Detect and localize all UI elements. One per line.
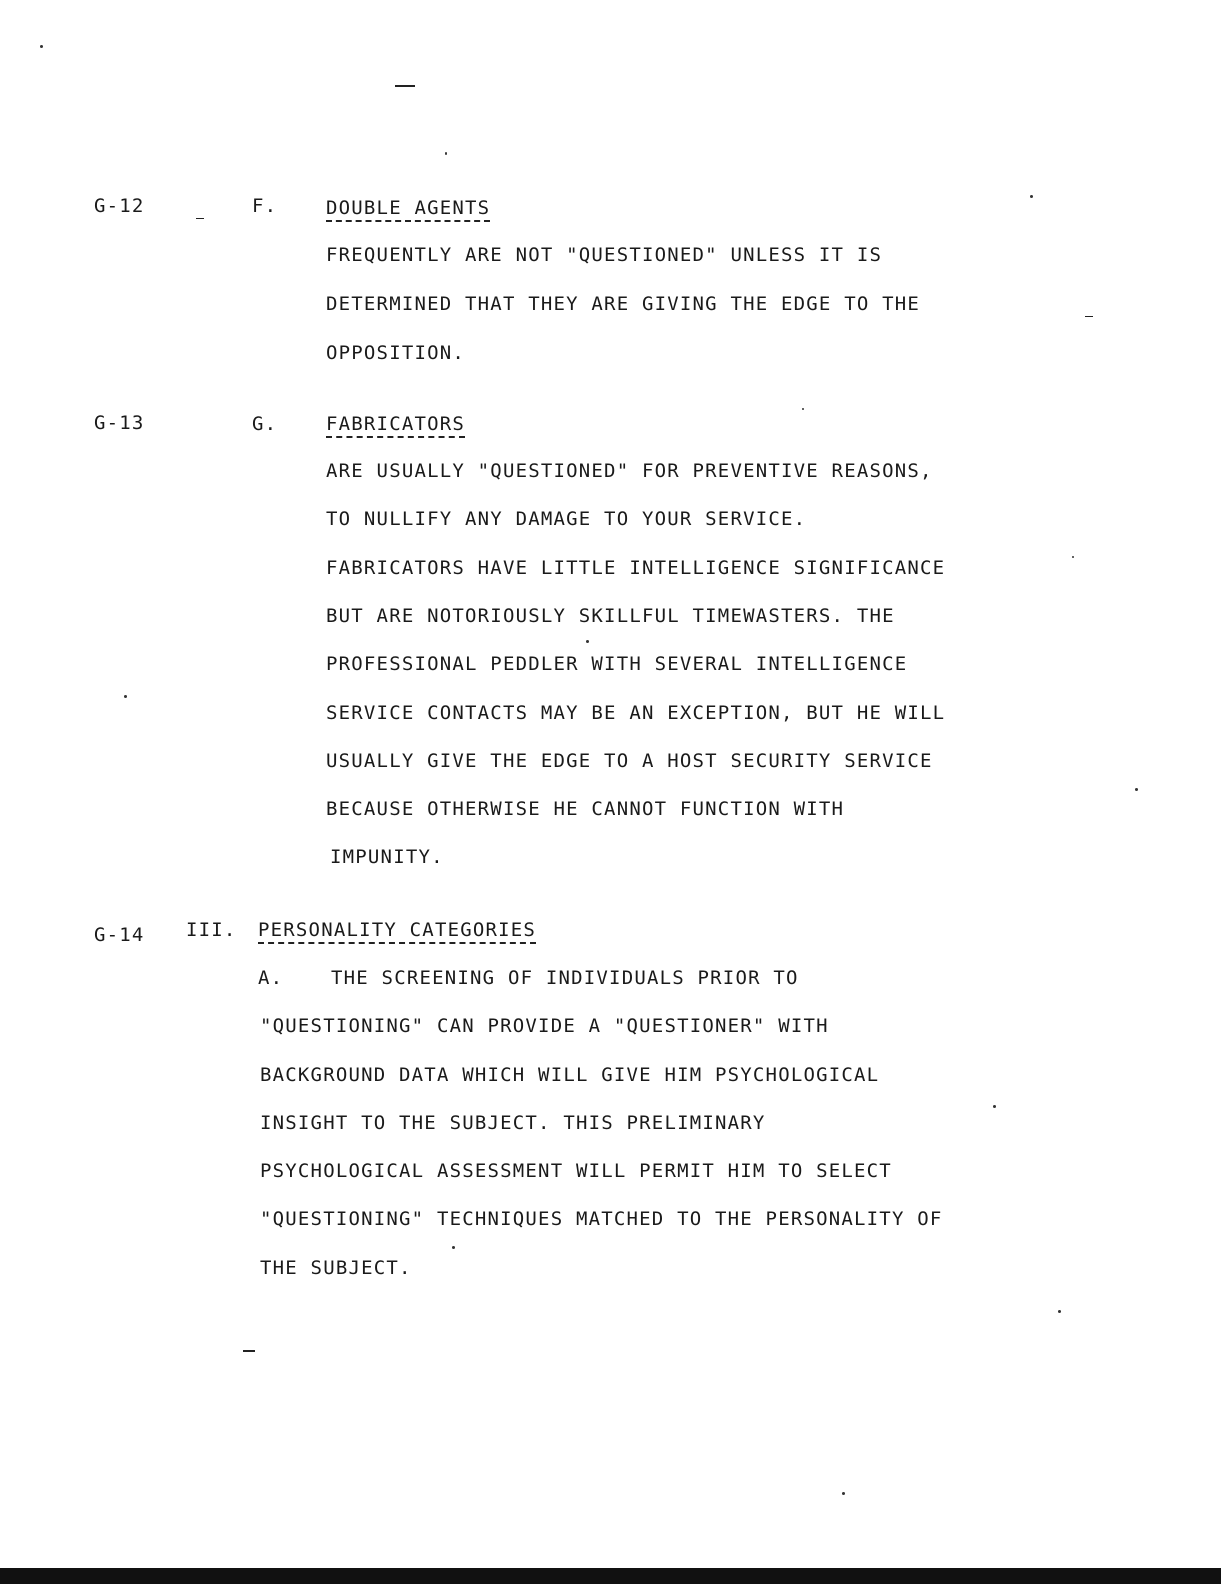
scan-mark (196, 218, 204, 219)
scan-speck (1072, 556, 1074, 558)
body-line: "QUESTIONING" TECHNIQUES MATCHED TO THE PERSONALITY OF (260, 1208, 943, 1230)
body-line: BUT ARE NOTORIOUSLY SKILLFUL TIMEWASTERS. THE (326, 605, 895, 627)
body-line: PROFESSIONAL PEDDLER WITH SEVERAL INTELLIGENCE (326, 653, 908, 675)
body-line: USUALLY GIVE THE EDGE TO A HOST SECURITY SERVICE (326, 750, 933, 772)
scan-speck (1135, 788, 1138, 791)
body-line: "QUESTIONING" CAN PROVIDE A "QUESTIONER" WITH (260, 1015, 829, 1037)
section-letter: III. (186, 919, 237, 941)
body-line: THE SUBJECT. (260, 1257, 412, 1279)
section-code: G-13 (94, 412, 145, 434)
scan-speck (993, 1105, 996, 1108)
scan-speck (586, 640, 589, 643)
scan-speck (445, 152, 447, 155)
body-line: FREQUENTLY ARE NOT "QUESTIONED" UNLESS IT IS (326, 244, 883, 266)
body-line: TO NULLIFY ANY DAMAGE TO YOUR SERVICE. (326, 508, 807, 530)
body-line: SERVICE CONTACTS MAY BE AN EXCEPTION, BUT HE WILL (326, 702, 946, 724)
section-letter: F. (252, 195, 278, 217)
body-line: PSYCHOLOGICAL ASSESSMENT WILL PERMIT HIM TO SELECT (260, 1160, 892, 1182)
scan-mark (1085, 316, 1093, 317)
section-code: G-14 (94, 924, 145, 946)
section-heading: DOUBLE AGENTS (326, 197, 490, 222)
section-letter: G. (252, 413, 278, 435)
body-line: ARE USUALLY "QUESTIONED" FOR PREVENTIVE REASONS, (326, 460, 933, 482)
scan-mark (395, 85, 415, 87)
body-line: INSIGHT TO THE SUBJECT. THIS PRELIMINARY (260, 1112, 766, 1134)
body-line: IMPUNITY. (330, 846, 444, 868)
body-line: BECAUSE OTHERWISE HE CANNOT FUNCTION WITH (326, 798, 845, 820)
sub-letter: A. (258, 967, 284, 989)
body-line: THE SCREENING OF INDIVIDUALS PRIOR TO (331, 967, 799, 989)
scan-speck (802, 408, 804, 410)
body-line: BACKGROUND DATA WHICH WILL GIVE HIM PSYCHOLOGICAL (260, 1064, 880, 1086)
section-code: G-12 (94, 195, 145, 217)
scan-border (0, 1568, 1221, 1584)
scan-speck (1058, 1310, 1061, 1313)
scan-speck (842, 1492, 845, 1495)
scan-speck (1030, 195, 1033, 198)
section-heading: PERSONALITY CATEGORIES (258, 919, 536, 944)
scan-speck (124, 695, 127, 698)
scan-mark (243, 1350, 255, 1352)
body-line: OPPOSITION. (326, 342, 466, 364)
body-line: DETERMINED THAT THEY ARE GIVING THE EDGE TO THE (326, 293, 921, 315)
body-line: FABRICATORS HAVE LITTLE INTELLIGENCE SIGNIFICANCE (326, 557, 946, 579)
scan-speck (40, 45, 43, 48)
scan-speck (452, 1246, 455, 1249)
section-heading: FABRICATORS (326, 413, 465, 438)
